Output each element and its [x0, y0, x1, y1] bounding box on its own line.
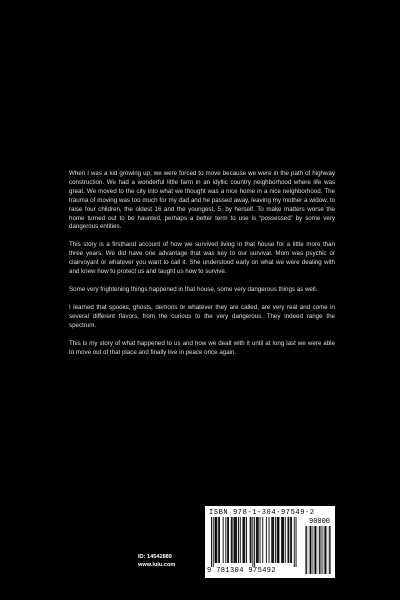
addon-bar [307, 526, 308, 574]
ean-bar [279, 517, 280, 563]
blurb-paragraph-3: Some very frightening things happened in that house, some very dangerous things as well. [69, 285, 318, 293]
ean-bar [278, 517, 279, 563]
ean-bar [218, 517, 219, 563]
ean-bar [215, 517, 216, 563]
ean-bar [281, 517, 282, 563]
back-cover-blurb [69, 170, 335, 366]
ean-bar [216, 517, 217, 563]
ean-bar [283, 517, 284, 563]
addon-bar [314, 526, 315, 574]
publisher-url: www.lulu.com [138, 562, 176, 568]
addon-bar [329, 526, 330, 574]
addon-bar [323, 526, 324, 574]
ean-bar [251, 517, 252, 563]
ean-bar [216, 517, 217, 563]
ean-bar [228, 517, 229, 563]
blurb-paragraph-4: I learned that spooks, ghosts, demons or whatever they are called, are very real and come in several different flavors, from the curious to the very dangerous. They indeed range the spectrum. [69, 303, 335, 329]
addon-bar [310, 526, 311, 574]
ean-bar [272, 517, 273, 563]
ean-bar [231, 517, 232, 563]
ean-bar [271, 517, 272, 563]
ean-bar [252, 517, 253, 567]
publisher-info [138, 553, 175, 569]
ean-bar [223, 517, 224, 563]
ean-bar [277, 517, 278, 563]
ean-bar [262, 517, 263, 563]
blurb-paragraph-5: This is my story of what happened to us and how we dealt with it until at long last we were able to move out of that place and finally live in peace once again. [69, 339, 335, 356]
ean-bar [291, 517, 292, 563]
addon-bar [316, 526, 317, 574]
ean-bar [238, 517, 239, 563]
addon-bar [306, 526, 307, 574]
ean-bar [236, 517, 237, 563]
ean-bar [254, 517, 255, 567]
price-code-text: 90000 [309, 518, 331, 526]
blurb-paragraph-2: This story is a firsthand account of how we survived living in that house for a little more than three years. We did have one advantage that was key to our survival. Mom was psychic or clairvoyant or whatever you want to call it. She understood early on what we were dealing with and knew how to protect us and taught us how to survive. [69, 241, 335, 276]
addon-bar [324, 526, 325, 574]
ean-digits-text: 9 781304 975492 [207, 567, 277, 575]
ean-bar [219, 517, 220, 563]
ean-bar [243, 517, 244, 563]
addon-bar [305, 526, 306, 574]
addon-bar [309, 526, 310, 574]
addon-bar [320, 526, 321, 574]
ean-bar [234, 517, 235, 563]
ean-bar [213, 517, 214, 567]
ean-bar [250, 517, 251, 563]
ean-bar [235, 517, 236, 563]
ean-bar [285, 517, 286, 563]
addon-bar [317, 526, 318, 574]
addon-barcode-bars [305, 526, 331, 574]
publisher-id: ID: 14542889 [138, 554, 172, 560]
isbn-text: ISBN 978-1-304-97549-2 [209, 509, 315, 517]
ean-bar [288, 517, 289, 563]
ean-bar [240, 517, 241, 563]
ean-bar [232, 517, 233, 563]
ean-bar [234, 517, 235, 563]
ean-bar [275, 517, 276, 563]
addon-bar [315, 526, 316, 574]
ean-bar [296, 517, 297, 567]
addon-bar [330, 526, 331, 574]
ean-bar [294, 517, 295, 567]
ean-bar [266, 517, 267, 563]
addon-bar [319, 526, 320, 574]
ean-bar [225, 517, 226, 563]
ean-bar [243, 517, 244, 563]
ean-barcode-bars [211, 517, 303, 567]
ean-bar [273, 517, 274, 563]
ean-bar [256, 517, 257, 563]
addon-bar [313, 526, 314, 574]
blurb-paragraph-1: When I was a kid growing up, we were forced to move because we were in the path of highway construction. We had a wonderful little farm in an idyllic country neighborhood where life was great. We moved to the city into what we thought was a nice home in a nice neighborhood. The trauma of moving was too much for my dad and he passed away, leaving my mother a widow, to raise four children, the oldest 16 and the youngest, 5, by herself. To make matters worse the home turned out to be haunted, perhaps a better term to use is “possessed” by some very dangerous entities. [69, 170, 335, 231]
ean-bar [258, 517, 259, 563]
addon-bar [311, 526, 312, 574]
ean-bar [260, 517, 261, 563]
addon-bar [322, 526, 323, 574]
ean-bar [269, 517, 270, 563]
ean-bar [227, 517, 228, 563]
addon-bar [325, 526, 326, 574]
ean-bar [290, 517, 291, 563]
addon-bar [319, 526, 320, 574]
addon-bar [325, 526, 326, 574]
ean-bar [257, 517, 258, 563]
ean-bar [244, 517, 245, 563]
ean-bar [288, 517, 289, 563]
ean-bar [211, 517, 212, 567]
isbn-barcode [205, 506, 335, 578]
addon-bar [329, 526, 330, 574]
addon-bar [327, 526, 328, 574]
ean-bar [282, 517, 283, 563]
ean-bar [246, 517, 247, 563]
addon-bar [312, 526, 313, 574]
